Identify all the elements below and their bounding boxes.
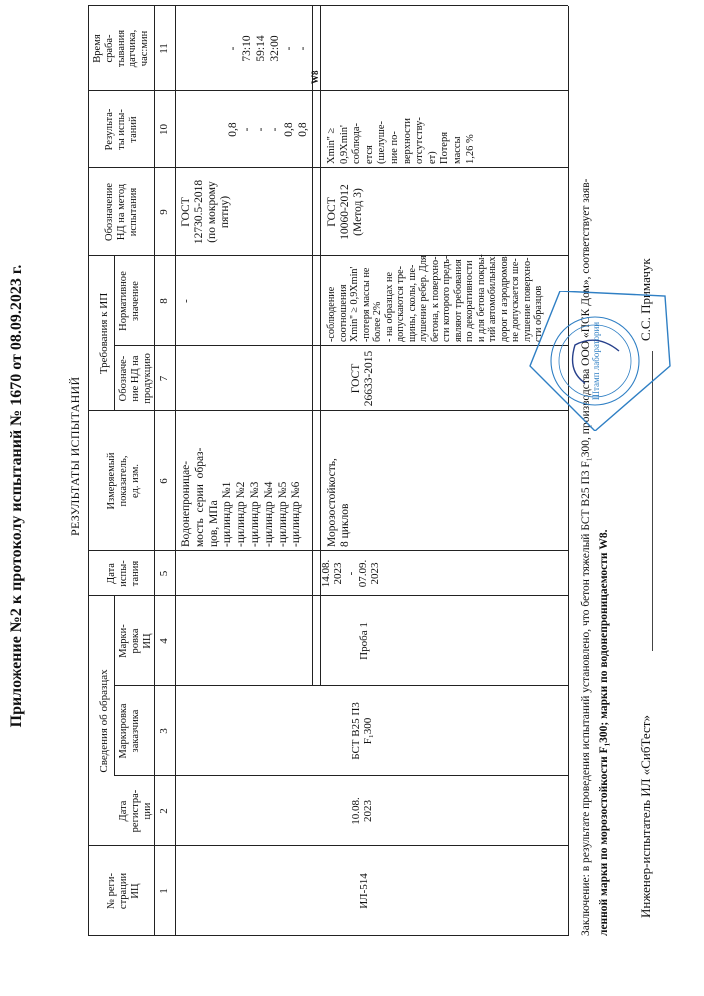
header-reg-no: № реги- страции ИЦ xyxy=(106,872,141,910)
water-time-3: 59:14 xyxy=(255,35,267,62)
colnum-6: 6 xyxy=(158,478,170,484)
water-result-1: 0,8 xyxy=(227,122,239,137)
document-title: Приложение №2 к протоколу испытаний № 1670 от 08.09.2023 г. xyxy=(8,264,25,728)
signature-name: С.С. Примачук xyxy=(638,258,653,341)
water-method: ГОСТ 12730.5-2018 (по мокрому пятну) xyxy=(180,179,231,245)
colnum-10: 10 xyxy=(158,124,170,135)
header-norm-value: Нормативное значение xyxy=(118,271,141,331)
header-reg-date: Дата регистра- ции xyxy=(118,789,153,833)
frost-indicator: Морозостойкость, 8 циклов xyxy=(326,458,351,547)
water-indicator: Водонепроницае- мость серии образ- цов, МПа -цилиндр №1 -цилиндр №2 -цилиндр №3 -цилиндр №4 -цилиндр №5 -цилиндр №6 xyxy=(180,447,303,547)
header-group-samples: Сведения об образцах xyxy=(98,669,110,773)
colnum-9: 9 xyxy=(158,209,170,215)
header-customer-mark: Маркировка заказчика xyxy=(118,703,141,759)
conclusion-line-2: ленной марки по морозостойкости F₁300; марки по водонепроницаемости W8. xyxy=(598,529,610,936)
sample-reg-date: 10.08. 2023 xyxy=(350,797,375,825)
colnum-7: 7 xyxy=(158,375,170,382)
frost-product-nd: ГОСТ 26633-2015 xyxy=(350,350,375,407)
col-divider-2 xyxy=(114,775,568,776)
conclusion-line-1: Заключение: в результате проведения испытаний установлено, что бетон тяжелый БСТ В25 П3 F₁300, производства ООО «ПСК Дом», соответствует заяв- xyxy=(580,178,592,936)
colnum-4: 4 xyxy=(158,638,170,644)
colnum-1: 1 xyxy=(158,888,170,894)
header-group-requirements: Требования к ИП xyxy=(98,292,110,375)
signature-role: Инженер-испытатель ИЛ «СибТест» xyxy=(638,715,653,918)
header-group-divider-right xyxy=(114,256,115,411)
colnum-5: 5 xyxy=(158,570,170,577)
sample-reg-no: ИЛ-514 xyxy=(358,873,370,909)
header-method-nd: Обозначение НД на метод испытания xyxy=(104,182,139,242)
header-group-divider-left xyxy=(114,596,115,776)
table-bottom-border xyxy=(568,6,569,936)
water-result-5: 0,8 xyxy=(283,122,295,137)
frost-norm: -соблюдение соотношения Xmin'' ≥ 0,9Xmin' -потеря массы не более 2% - на образцах не допускаются тре- щины, сколы, ше- лушение ребер. Для бетона, к поверхно- сти которого предъ- являют требования по декоративности и для бетона покры- тий автомобильных дорог и аэродромов не допускается ше- лушение поверхно- сти образцов xyxy=(326,254,545,342)
water-result-6: 0,8 xyxy=(297,122,309,137)
water-time-6: - xyxy=(297,46,309,51)
header-product-nd: Обозначе- ние НД на продукцию xyxy=(118,353,153,404)
col-divider-3 xyxy=(114,685,568,686)
header-bottom-border xyxy=(154,6,155,936)
lab-stamp xyxy=(515,291,675,431)
svg-text:Штамп лаборатории: Штамп лаборатории xyxy=(591,321,601,401)
frost-result: Xmin'' ≥ 0,9Xmin' соблюда- ется (шелуше- ние по- верхности отсутству- ет) Потеря массы 1,26 % xyxy=(326,117,476,164)
water-time-5: - xyxy=(283,46,295,51)
header-results: Результа- ты испы- таний xyxy=(104,108,139,151)
colnum-11: 11 xyxy=(158,43,170,54)
water-grade-label: W8 xyxy=(310,70,320,84)
water-result-3: - xyxy=(255,127,267,132)
colnum-3: 3 xyxy=(158,728,170,734)
sample-test-date: 14.08. 2023 - 07.09. 2023 xyxy=(320,559,382,588)
water-norm: - xyxy=(180,299,192,303)
section-title: РЕЗУЛЬТАТЫ ИСПЫТАНИЙ xyxy=(68,376,82,536)
number-row-bottom-border xyxy=(175,6,176,936)
water-result-2: - xyxy=(241,127,253,132)
sample-customer-mark: БСТ В25 П3 F₁300 xyxy=(350,702,375,760)
water-time-2: 73:10 xyxy=(241,35,253,62)
colnum-2: 2 xyxy=(158,808,170,814)
colnum-8: 8 xyxy=(158,298,170,304)
grade-row-top-border xyxy=(312,6,313,686)
water-time-4: 32:00 xyxy=(269,35,281,62)
header-ic-mark: Марки- ровка ИЦ xyxy=(118,624,153,658)
water-time-1: - xyxy=(227,46,239,51)
water-result-4: - xyxy=(269,127,281,132)
header-sensor-time: Время сраба- тывания датчика, час:мин xyxy=(92,29,150,68)
sample-ic-mark: Проба 1 xyxy=(358,622,370,660)
header-test-date: Дата испы- тания xyxy=(106,560,141,587)
table-top-border xyxy=(88,6,89,936)
header-indicator: Измеряемый показатель, ед. изм. xyxy=(106,452,141,510)
frost-method: ГОСТ 10060-2012 (Метод 3) xyxy=(326,184,364,240)
